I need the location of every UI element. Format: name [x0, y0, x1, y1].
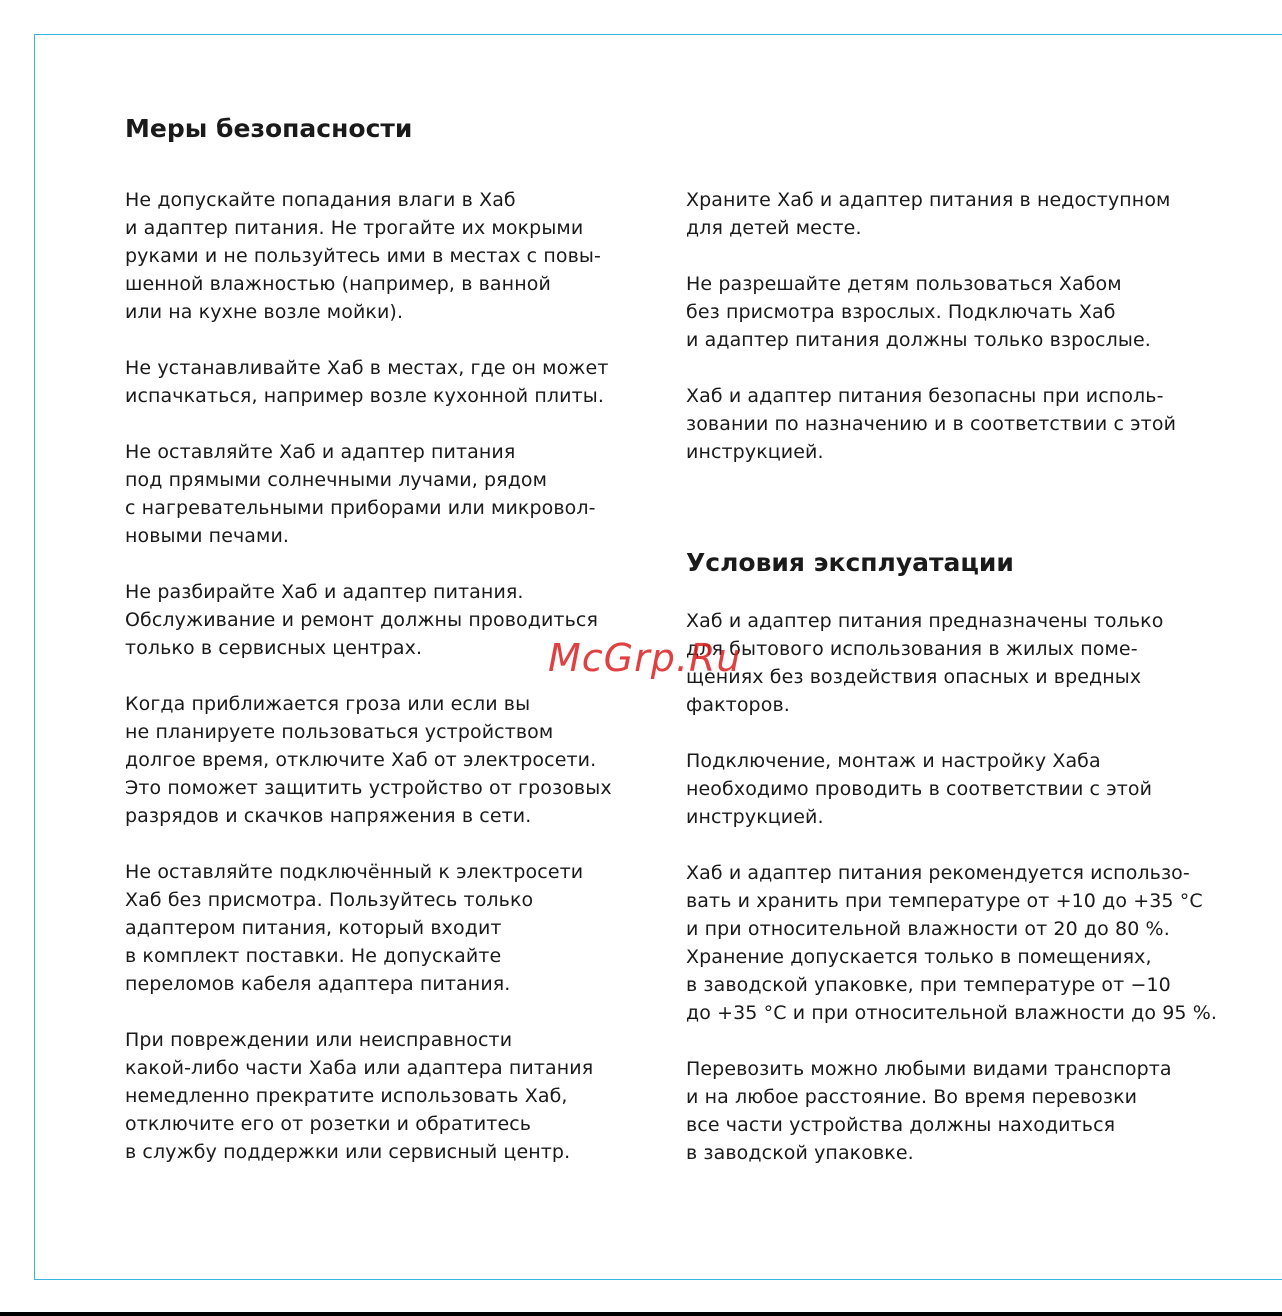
text-line: шенной влажностью (например, в ванной: [125, 273, 551, 295]
text-line: долгое время, отключите Хаб от электросети.: [125, 749, 597, 771]
text-line: под прямыми солнечными лучами, рядом: [125, 469, 548, 491]
text-line: Хаб и адаптер питания предназначены только: [686, 610, 1164, 632]
text-line: Это поможет защитить устройство от грозовых: [125, 777, 612, 799]
text-line: При повреждении или неисправности: [125, 1029, 513, 1051]
conditions-paragraph: [686, 607, 1266, 719]
text-line: Хаб без присмотра. Пользуйтесь только: [125, 889, 534, 911]
text-line: Хаб и адаптер питания рекомендуется использо-: [686, 862, 1190, 884]
safety-paragraph: [125, 690, 665, 830]
text-line: немедленно прекратите использовать Хаб,: [125, 1085, 568, 1107]
text-line: Не устанавливайте Хаб в местах, где он может: [125, 357, 609, 379]
bottom-rule: [0, 1312, 1282, 1316]
text-line: новыми печами.: [125, 525, 290, 547]
text-line: Подключение, монтаж и настройку Хаба: [686, 750, 1101, 772]
safety-paragraph: [686, 382, 1266, 466]
text-line: в службу поддержки или сервисный центр.: [125, 1141, 571, 1163]
safety-paragraph: [125, 1026, 665, 1166]
conditions-paragraph: [686, 1055, 1266, 1167]
text-line: и при относительной влажности от 20 до 80 %.: [686, 918, 1170, 940]
text-line: в заводской упаковке.: [686, 1142, 914, 1164]
safety-paragraph: [686, 270, 1266, 354]
text-line: и адаптер питания. Не трогайте их мокрыми: [125, 217, 584, 239]
text-line: переломов кабеля адаптера питания.: [125, 973, 511, 995]
text-line: в заводской упаковке, при температуре от −10: [686, 974, 1171, 996]
watermark-text: McGrp.Ru: [548, 636, 742, 680]
text-line: или на кухне возле мойки).: [125, 301, 404, 323]
text-line: Когда приближается гроза или если вы: [125, 693, 531, 715]
safety-right-column: [686, 186, 1266, 494]
text-line: разрядов и скачков напряжения в сети.: [125, 805, 532, 827]
text-line: для бытового использования в жилых поме-: [686, 638, 1138, 660]
conditions-paragraph: [686, 747, 1266, 831]
text-line: инструкцией.: [686, 441, 824, 463]
safety-paragraph: [125, 186, 665, 326]
text-line: вать и хранить при температуре от +10 до +35 °C: [686, 890, 1203, 912]
safety-paragraph: [125, 438, 665, 550]
text-line: в комплект поставки. Не допускайте: [125, 945, 502, 967]
text-line: Не оставляйте Хаб и адаптер питания: [125, 441, 516, 463]
text-line: Не допускайте попадания влаги в Хаб: [125, 189, 516, 211]
text-line: щениях без воздействия опасных и вредных: [686, 666, 1142, 688]
text-line: и адаптер питания должны только взрослые.: [686, 329, 1151, 351]
text-line: Храните Хаб и адаптер питания в недоступном: [686, 189, 1171, 211]
text-line: до +35 °C и при относительной влажности до 95 %.: [686, 1002, 1218, 1024]
conditions-heading: Условия эксплуатации: [686, 548, 1014, 577]
text-line: какой-либо части Хаба или адаптера питания: [125, 1057, 594, 1079]
text-line: адаптером питания, который входит: [125, 917, 502, 939]
text-line: Хранение допускается только в помещениях,: [686, 946, 1152, 968]
text-line: для детей месте.: [686, 217, 862, 239]
safety-left-column: [125, 186, 665, 1194]
safety-heading: Меры безопасности: [125, 114, 413, 143]
text-line: не планируете пользоваться устройством: [125, 721, 554, 743]
text-line: только в сервисных центрах.: [125, 637, 423, 659]
text-line: факторов.: [686, 694, 790, 716]
text-line: Не разрешайте детям пользоваться Хабом: [686, 273, 1122, 295]
text-line: испачкаться, например возле кухонной плиты.: [125, 385, 605, 407]
text-line: Хаб и адаптер питания безопасны при исполь-: [686, 385, 1164, 407]
text-line: Не разбирайте Хаб и адаптер питания.: [125, 581, 524, 603]
text-line: все части устройства должны находиться: [686, 1114, 1116, 1136]
conditions-column: [686, 607, 1266, 1195]
text-line: без присмотра взрослых. Подключать Хаб: [686, 301, 1116, 323]
safety-paragraph: [125, 858, 665, 998]
conditions-paragraph: [686, 859, 1266, 1027]
text-line: зовании по назначению и в соответствии с этой: [686, 413, 1177, 435]
safety-paragraph: [125, 354, 665, 410]
text-line: необходимо проводить в соответствии с этой: [686, 778, 1153, 800]
safety-paragraph: [686, 186, 1266, 242]
text-line: руками и не пользуйтесь ими в местах с повы-: [125, 245, 601, 267]
text-line: Перевозить можно любыми видами транспорта: [686, 1058, 1172, 1080]
text-line: инструкцией.: [686, 806, 824, 828]
text-line: Не оставляйте подключённый к электросети: [125, 861, 584, 883]
text-line: с нагревательными приборами или микровол-: [125, 497, 596, 519]
text-line: отключите его от розетки и обратитесь: [125, 1113, 532, 1135]
text-line: и на любое расстояние. Во время перевозки: [686, 1086, 1138, 1108]
text-line: Обслуживание и ремонт должны проводиться: [125, 609, 598, 631]
